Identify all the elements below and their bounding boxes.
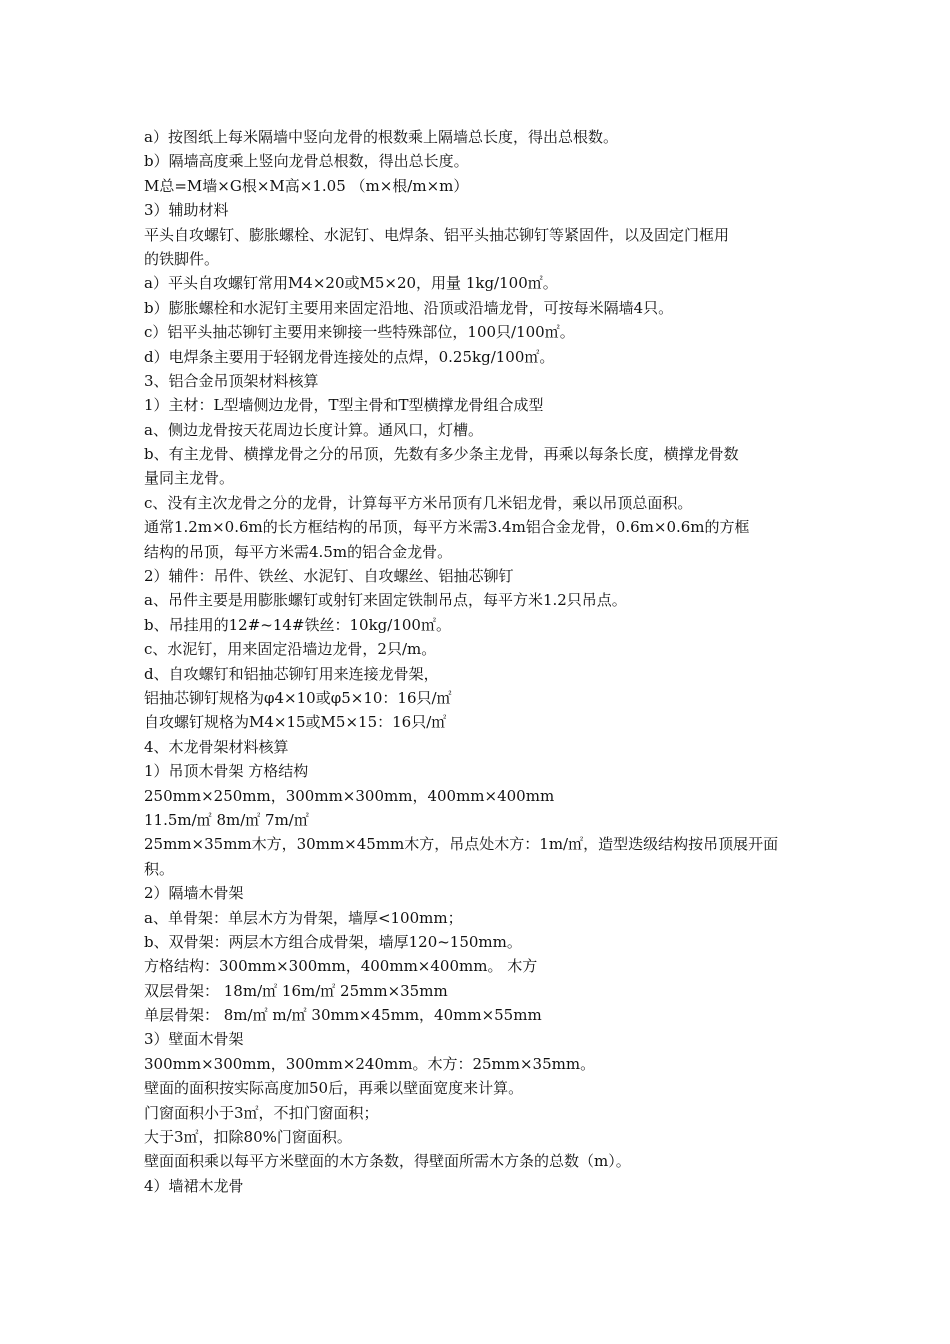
text-line: 通常1.2m×0.6m的长方框结构的吊顶，每平方米需3.4m铝合金龙骨，0.6m×0.6m的方框 xyxy=(144,518,750,537)
text-line: 方格结构：300mm×300mm，400mm×400mm。 木方 xyxy=(144,957,538,976)
text-line: 3）壁面木骨架 xyxy=(144,1030,244,1049)
text-line: c、水泥钉，用来固定沿墙边龙骨，2只/m。 xyxy=(144,640,437,659)
text-line: M总=M墙×G根×M高×1.05 （m×根/m×m） xyxy=(144,176,469,195)
text-line: b）隔墙高度乘上竖向龙骨总根数，得出总长度。 xyxy=(144,152,469,171)
text-line: d、自攻螺钉和铝抽芯铆钉用来连接龙骨架， xyxy=(144,664,439,683)
text-line: c、没有主次龙骨之分的龙骨，计算每平方米吊顶有几米铝龙骨，乘以吊顶总面积。 xyxy=(144,493,693,512)
text-line: 大于3㎡，扣除80%门窗面积。 xyxy=(144,1128,352,1147)
text-line: 的铁脚件。 xyxy=(144,249,220,268)
text-line: 300mm×300mm，300mm×240mm。木方：25mm×35mm。 xyxy=(144,1054,596,1073)
text-line: 双层骨架： 18m/㎡ 16m/㎡ 25mm×35mm xyxy=(144,981,448,1000)
text-line: 2）隔墙木骨架 xyxy=(144,884,244,903)
text-line: 铝抽芯铆钉规格为φ4×10或φ5×10：16只/㎡ xyxy=(144,688,452,707)
text-line: b、有主龙骨、横撑龙骨之分的吊顶，先数有多少条主龙骨，再乘以每条长度，横撑龙骨数 xyxy=(144,445,739,464)
text-line: b）膨胀螺栓和水泥钉主要用来固定沿地、沿顶或沿墙龙骨，可按每米隔墙4只。 xyxy=(144,298,674,317)
text-line: 250mm×250mm，300mm×300mm，400mm×400mm xyxy=(144,786,555,805)
text-line: 量同主龙骨。 xyxy=(144,469,235,488)
text-line: 1）吊顶木骨架 方格结构 xyxy=(144,762,309,781)
text-line: a）按图纸上每米隔墙中竖向龙骨的根数乘上隔墙总长度，得出总根数。 xyxy=(144,128,618,146)
text-line: 积。 xyxy=(144,859,175,878)
text-line: a、单骨架：单层木方为骨架，墙厚<100mm； xyxy=(144,908,463,927)
text-line: 3）辅助材料 xyxy=(144,201,229,220)
text-line: 4）墙裙木龙骨 xyxy=(144,1176,244,1195)
document-body xyxy=(144,125,824,1198)
text-line: a、吊件主要是用膨胀螺钉或射钉来固定铁制吊点，每平方米1.2只吊点。 xyxy=(144,591,627,610)
text-line: 25mm×35mm木方，30mm×45mm木方，吊点处木方：1m/㎡，造型迭级结构按吊顶展开面 xyxy=(144,835,779,854)
text-line: 结构的吊顶，每平方米需4.5m的铝合金龙骨。 xyxy=(144,542,453,561)
text-line: 平头自攻螺钉、膨胀螺栓、水泥钉、电焊条、铝平头抽芯铆钉等紧固件，以及固定门框用 xyxy=(144,225,730,244)
text-line: 3、铝合金吊顶架材料核算 xyxy=(144,371,319,390)
text-line: a）平头自攻螺钉常用M4×20或M5×20，用量 1kg/100㎡。 xyxy=(144,274,558,293)
text-line: 4、木龙骨架材料核算 xyxy=(144,737,289,756)
text-line: 11.5m/㎡ 8m/㎡ 7m/㎡ xyxy=(144,810,309,829)
text-line: c）铝平头抽芯铆钉主要用来铆接一些特殊部位，100只/100㎡。 xyxy=(144,323,575,342)
text-line: 1）主材：L型墙侧边龙骨，T型主骨和T型横撑龙骨组合成型 xyxy=(144,396,544,415)
text-line: 门窗面积小于3㎡，不扣门窗面积； xyxy=(144,1103,379,1122)
text-line: a、侧边龙骨按天花周边长度计算。通风口，灯槽。 xyxy=(144,420,483,439)
text-line: b、吊挂用的12#~14#铁丝：10kg/100㎡。 xyxy=(144,615,451,634)
text-line: d）电焊条主要用于轻钢龙骨连接处的点焊，0.25kg/100㎡。 xyxy=(144,347,555,366)
text-line: b、双骨架：两层木方组合成骨架，墙厚120~150mm。 xyxy=(144,932,522,951)
text-line: 壁面的面积按实际高度加50后，再乘以壁面宽度来计算。 xyxy=(144,1079,524,1098)
text-line: 单层骨架： 8m/㎡ m/㎡ 30mm×45mm，40mm×55mm xyxy=(144,1006,542,1025)
text-line: 自攻螺钉规格为M4×15或M5×15：16只/㎡ xyxy=(144,713,447,732)
text-line: 壁面面积乘以每平方米壁面的木方条数，得壁面所需木方条的总数（m）。 xyxy=(144,1152,631,1171)
text-line: 2）辅件：吊件、铁丝、水泥钉、自攻螺丝、铝抽芯铆钉 xyxy=(144,567,514,586)
